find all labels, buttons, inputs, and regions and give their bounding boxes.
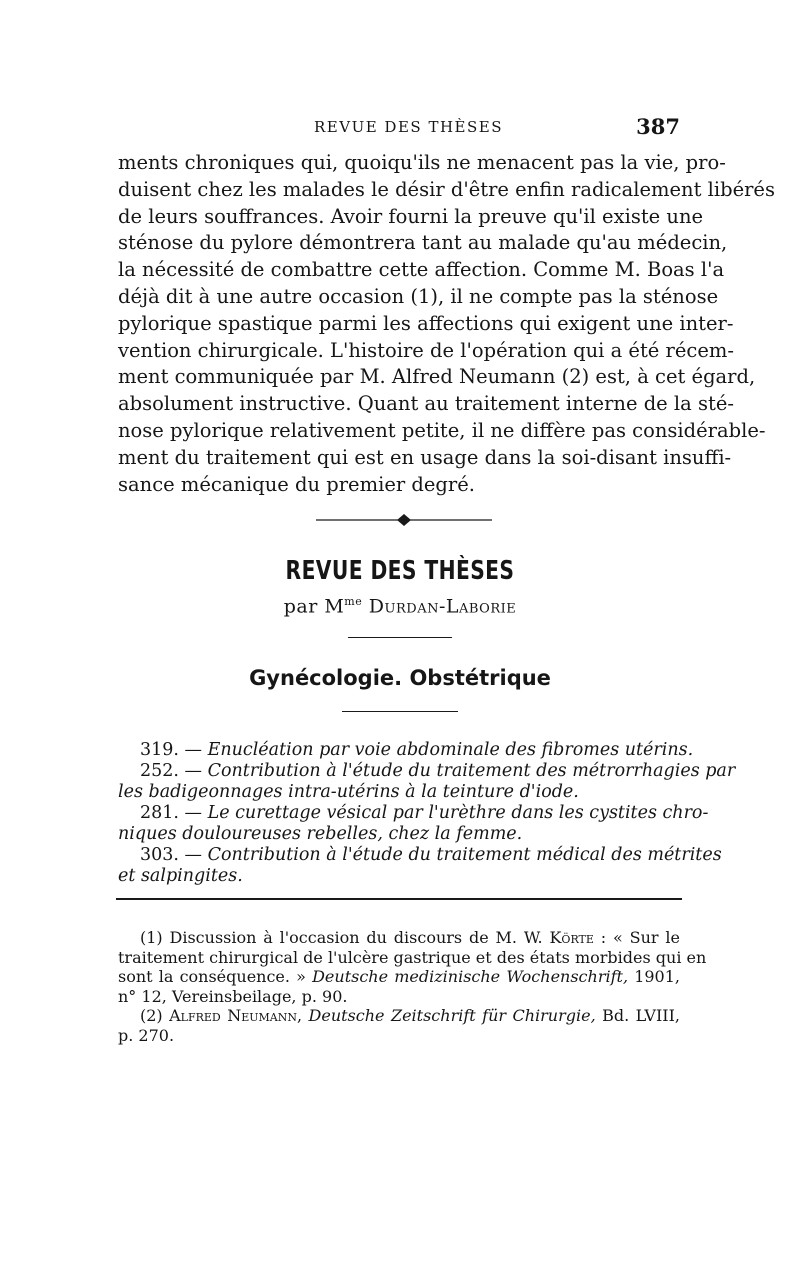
footnote-text: 1901, <box>628 967 680 986</box>
footnote-rule <box>116 898 682 900</box>
list-item-continuation <box>118 866 680 887</box>
body-line: vention chirurgicale. L'histoire de l'opération qui a été récem- <box>118 338 734 362</box>
byline <box>0 595 800 617</box>
entry-title: et salpingites. <box>118 866 243 886</box>
footnote-2 <box>118 1006 680 1026</box>
byline-author: Durdan-Laborie <box>368 595 517 618</box>
footnote-2-line: p. 270. <box>118 1025 175 1045</box>
entry-title: — Contribution à l'étude du traitement médical des métrites <box>178 845 722 865</box>
body-line: duisent chez les malades le désir d'être enfin radicalement libérés <box>118 177 775 201</box>
footnote-1 <box>118 928 680 948</box>
list-item <box>118 761 736 782</box>
body-line: déjà dit à une autre occasion (1), il ne compte pas la sténose <box>118 284 719 308</box>
body-paragraph <box>118 150 775 498</box>
footnote-1-line <box>118 967 680 987</box>
subsection-title: Gynécologie. Obstétrique <box>249 666 551 690</box>
running-head-title: REVUE DES THÈSES <box>314 118 503 136</box>
footnote-text: (2) <box>140 1006 170 1025</box>
entry-number: 319. <box>140 740 179 760</box>
footnote-text: : « Sur le <box>593 928 681 947</box>
footnote-1-line: n° 12, Vereinsbeilage, p. 90. <box>118 986 348 1006</box>
body-line: sance mécanique du premier degré. <box>118 472 475 496</box>
footnote-author: Alfred Neumann, <box>169 1006 303 1025</box>
footnote-author: Körte <box>549 928 594 947</box>
entry-number: 303. <box>140 845 179 865</box>
footnote-text: (1) Discussion à l'occasion du discours de M. W. <box>140 928 543 947</box>
body-line: absolument instructive. Quant au traitement interne de la sté- <box>118 392 734 416</box>
body-line: nose pylorique relativement petite, il ne diffère pas considérable- <box>118 418 766 442</box>
body-line: sténose du pylore démontrera tant au malade qu'au médecin, <box>118 231 728 255</box>
body-line: de leurs souffrances. Avoir fourni la preuve qu'il existe une <box>118 204 704 228</box>
entry-title: les badigeonnages intra-utérins à la teinture d'iode. <box>118 782 579 802</box>
page-number: 387 <box>636 114 680 139</box>
entry-title: niques douloureuses rebelles, chez la femme. <box>118 824 523 844</box>
list-item-continuation <box>118 824 680 845</box>
list-item <box>118 845 722 866</box>
footnote-text: sont la conséquence. » <box>118 967 313 986</box>
entry-number: 281. <box>140 803 179 823</box>
body-line: ment communiquée par M. Alfred Neumann (2) est, à cet égard, <box>118 365 756 389</box>
byline-title-sup: me <box>344 595 363 608</box>
section-ornament <box>316 513 492 527</box>
footnote-journal: Deutsche medizinische Wochenschrift, <box>312 967 629 986</box>
divider <box>348 637 452 638</box>
footnotes <box>118 928 707 1045</box>
list-item-continuation <box>118 782 680 803</box>
entry-title: — Enucléation par voie abdominale des fibromes utérins. <box>178 740 694 760</box>
byline-prefix: par M <box>283 595 345 618</box>
section-title: REVUE DES THÈSES <box>285 556 515 586</box>
entry-title: — Contribution à l'étude du traitement des métrorrhagies par <box>178 761 736 781</box>
body-line: ments chroniques qui, quoiqu'ils ne menacent pas la vie, pro- <box>118 151 726 174</box>
body-line: la nécessité de combattre cette affection. Comme M. Boas l'a <box>118 258 725 282</box>
footnote-text: Bd. LVIII, <box>595 1006 680 1025</box>
divider <box>342 711 458 712</box>
entry-title: — Le curettage vésical par l'urèthre dans les cystites chro- <box>178 803 709 823</box>
list-item <box>118 803 709 824</box>
body-line: pylorique spastique parmi les affections qui exigent une inter- <box>118 311 734 335</box>
thesis-list <box>118 740 736 887</box>
running-head <box>118 116 680 142</box>
body-line: ment du traitement qui est en usage dans la soi-disant insuffi- <box>118 445 732 469</box>
entry-number: 252. <box>140 761 179 781</box>
footnote-1-line: traitement chirurgical de l'ulcère gastrique et des états morbides qui en <box>118 947 707 967</box>
footnote-journal: Deutsche Zeitschrift für Chirurgie, <box>302 1006 596 1025</box>
list-item <box>118 740 694 761</box>
